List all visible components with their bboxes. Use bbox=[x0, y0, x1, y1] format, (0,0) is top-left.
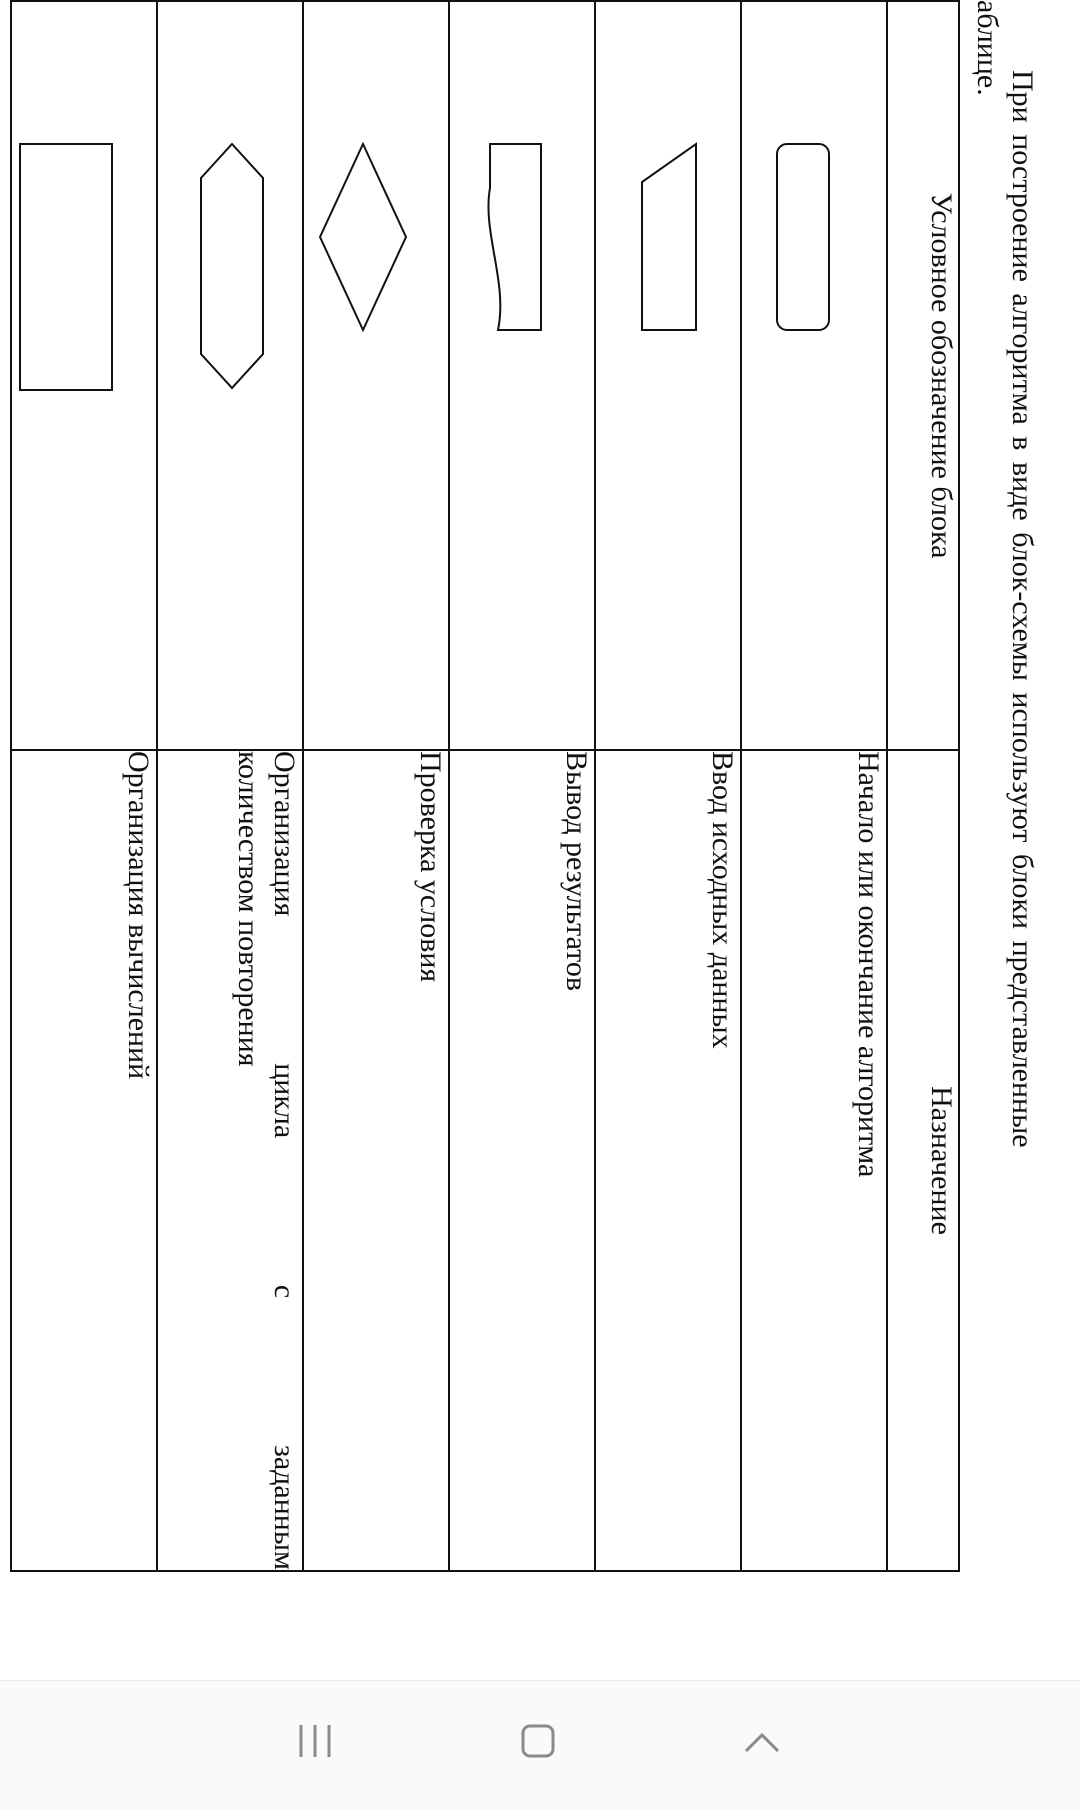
purpose-word: с bbox=[268, 1284, 301, 1299]
table-row bbox=[741, 1, 887, 1571]
android-navigation-bar bbox=[0, 1680, 1080, 1810]
header-purpose: Назначение bbox=[887, 750, 959, 1571]
purpose-cell: Начало или окончание алгоритма bbox=[741, 750, 887, 1571]
terminator-rounded-rectangle-icon bbox=[746, 142, 886, 382]
symbol-cell bbox=[157, 1, 303, 750]
purpose-line-2: количеством повторения bbox=[232, 751, 265, 1067]
rectangle-process-icon bbox=[16, 142, 156, 402]
header-symbol: Условное обозначение блока bbox=[887, 1, 959, 750]
purpose-word: Организация bbox=[268, 751, 301, 917]
table-row bbox=[595, 1, 741, 1571]
home-button[interactable] bbox=[498, 1701, 578, 1781]
symbol-cell bbox=[303, 1, 449, 750]
home-icon bbox=[498, 1701, 578, 1781]
symbol-cell bbox=[741, 1, 887, 750]
purpose-cell: Вывод результатов bbox=[449, 750, 595, 1571]
intro-line-2: аблице. bbox=[971, 0, 1004, 96]
table-row bbox=[157, 1, 303, 1571]
purpose-cell: Проверка условия bbox=[303, 750, 449, 1571]
purpose-cell: Ввод исходных данных bbox=[595, 750, 741, 1571]
symbol-cell bbox=[11, 1, 157, 750]
flowchart-blocks-table bbox=[10, 0, 960, 1572]
intro-line-1: При построение алгоритма в виде блок-схемы используют блоки представленные bbox=[1006, 70, 1039, 1148]
recent-apps-button[interactable] bbox=[275, 1701, 355, 1781]
back-icon bbox=[722, 1701, 802, 1781]
purpose-word: цикла bbox=[268, 1063, 301, 1139]
parallelogram-input-icon bbox=[600, 142, 740, 382]
hexagon-loop-icon bbox=[162, 142, 302, 402]
purpose-line-1 bbox=[266, 751, 302, 1570]
recent-apps-icon bbox=[275, 1701, 355, 1781]
document-output-icon bbox=[454, 142, 594, 382]
purpose-cell bbox=[157, 750, 303, 1571]
purpose-cell: Организация вычислений bbox=[11, 750, 157, 1571]
diamond-decision-icon bbox=[308, 142, 448, 382]
back-button[interactable] bbox=[722, 1701, 802, 1781]
symbol-cell bbox=[449, 1, 595, 750]
symbol-cell bbox=[595, 1, 741, 750]
table-header-row bbox=[887, 1, 959, 1571]
table-row bbox=[303, 1, 449, 1571]
table-row bbox=[449, 1, 595, 1571]
table-row bbox=[11, 1, 157, 1571]
purpose-word: заданным bbox=[268, 1444, 301, 1570]
